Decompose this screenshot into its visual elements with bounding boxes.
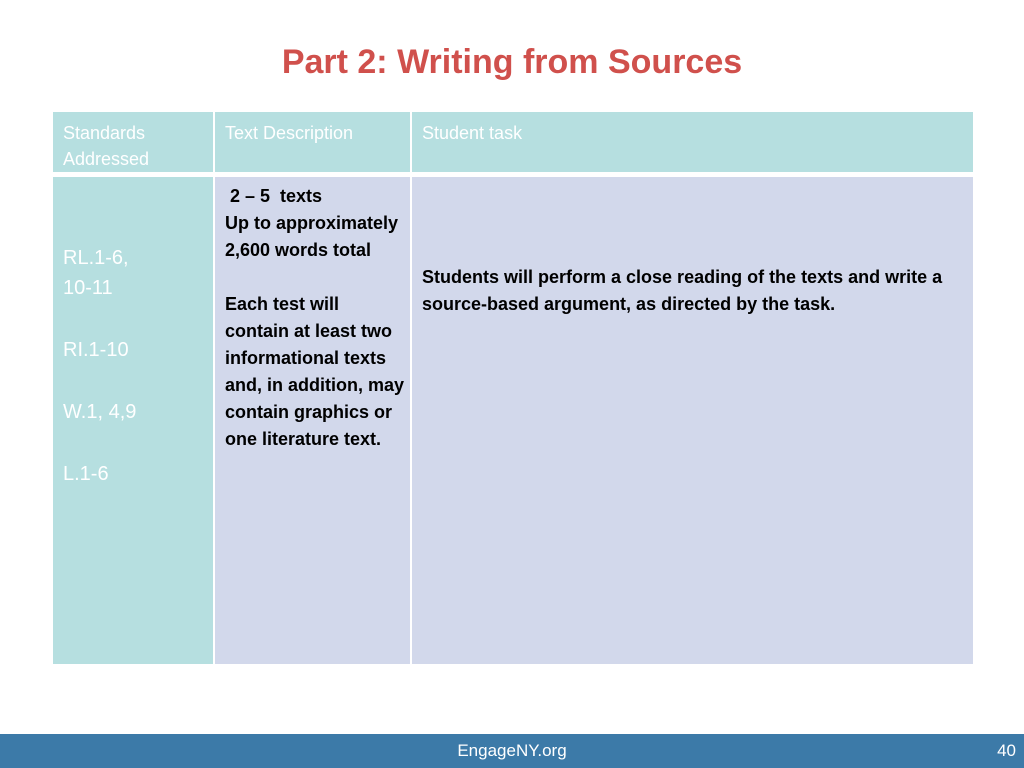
text-count: 2 – 5 texts [225, 186, 323, 206]
text-length: Up to approximately 2,600 words total [225, 213, 399, 260]
text-description-cell [214, 175, 411, 666]
standard-l: L.1-6 [63, 463, 109, 485]
standard-w: W.1, 4,9 [63, 401, 137, 423]
header-text-description: Text Description [214, 111, 411, 175]
header-student-task: Student task [411, 111, 974, 175]
standards-table-container [51, 110, 973, 666]
header-standards-line2: Addressed [63, 149, 150, 169]
table-header-row [52, 111, 974, 175]
standard-rl-line2: 10-11 [63, 277, 113, 299]
standard-ri: RI.1-10 [63, 339, 129, 361]
slide-title: Part 2: Writing from Sources [281, 43, 743, 81]
student-task-cell: Students will perform a close reading of the texts and write a source-based argument, as directed by the task. [411, 175, 974, 666]
header-standards-addressed [52, 111, 214, 175]
standards-cell [52, 175, 214, 666]
footer-site: EngageNY.org [457, 741, 567, 760]
text-composition: Each test will contain at least two informational texts and, in addition, may contain graphics or one literature text. [225, 294, 405, 449]
table-row [52, 175, 974, 666]
page-number: 40 [997, 741, 1016, 760]
footer-bar [0, 734, 1024, 768]
header-standards-line1: Standards [63, 123, 146, 143]
standard-rl-line1: RL.1-6, [63, 247, 129, 269]
standards-table [51, 110, 975, 666]
